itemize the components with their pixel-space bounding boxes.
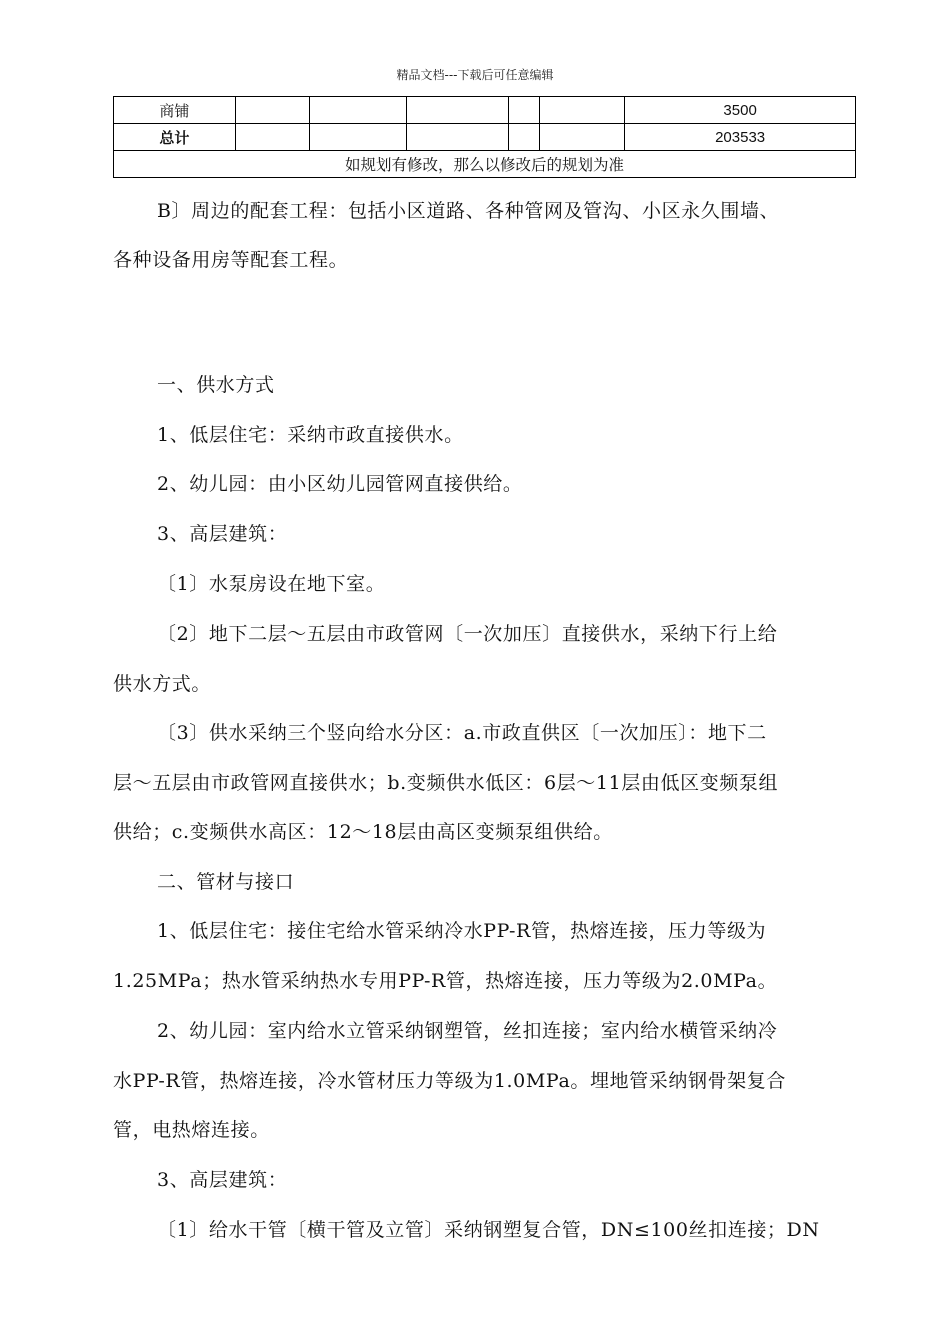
row-label: 商铺 (114, 97, 236, 124)
body-line: 〔1〕给水干管〔横干管及立管〕采纳钢塑复合管，DN≤100丝扣连接；DN (157, 1219, 820, 1241)
body-line: 层～五层由市政管网直接供水；b.变频供水低区：6层～11层由低区变频泵组 (113, 772, 779, 794)
body-line: B〕周边的配套工程：包括小区道路、各种管网及管沟、小区永久围墙、 (157, 200, 780, 222)
row-value: 203533 (625, 124, 856, 151)
body-line: 3、高层建筑： (157, 1169, 288, 1191)
body-line: 供给；c.变频供水高区：12～18层由高区变频泵组供给。 (113, 821, 613, 843)
table-note-row (114, 151, 856, 178)
table-row (114, 97, 856, 124)
body-line: 2、幼儿园：由小区幼儿园管网直接供给。 (157, 473, 523, 495)
section-heading: 二、管材与接口 (157, 871, 295, 893)
page-header: 精品文档---下载后可任意编辑 (396, 68, 554, 82)
body-line: 〔3〕供水采纳三个竖向给水分区：a.市政直供区〔一次加压〕：地下二 (157, 722, 767, 744)
row-label: 总计 (114, 124, 236, 151)
body-line: 供水方式。 (113, 673, 212, 695)
body-line: 1、低层住宅：接住宅给水管采纳冷水PP-R管，热熔连接，压力等级为 (157, 920, 767, 942)
row-value: 3500 (625, 97, 856, 124)
table-row (114, 124, 856, 151)
body-line: 1、低层住宅：采纳市政直接供水。 (157, 424, 464, 446)
table-note: 如规划有修改，那么以修改后的规划为准 (114, 151, 856, 178)
body-line: 水PP-R管，热熔连接，冷水管材压力等级为1.0MPa。埋地管采纳钢骨架复合 (113, 1070, 786, 1092)
body-line: 各种设备用房等配套工程。 (113, 249, 349, 271)
quantity-table (113, 96, 856, 178)
body-line: 管，电热熔连接。 (113, 1119, 270, 1141)
section-heading: 一、供水方式 (157, 374, 275, 396)
body-line: 1.25MPa；热水管采纳热水专用PP-R管，热熔连接，压力等级为2.0MPa。 (113, 970, 778, 992)
body-line: 3、高层建筑： (157, 523, 288, 545)
body-line: 〔2〕地下二层～五层由市政管网〔一次加压〕直接供水，采纳下行上给 (157, 623, 778, 645)
body-line: 〔1〕水泵房设在地下室。 (157, 573, 386, 595)
body-line: 2、幼儿园：室内给水立管采纳钢塑管，丝扣连接；室内给水横管采纳冷 (157, 1020, 778, 1042)
